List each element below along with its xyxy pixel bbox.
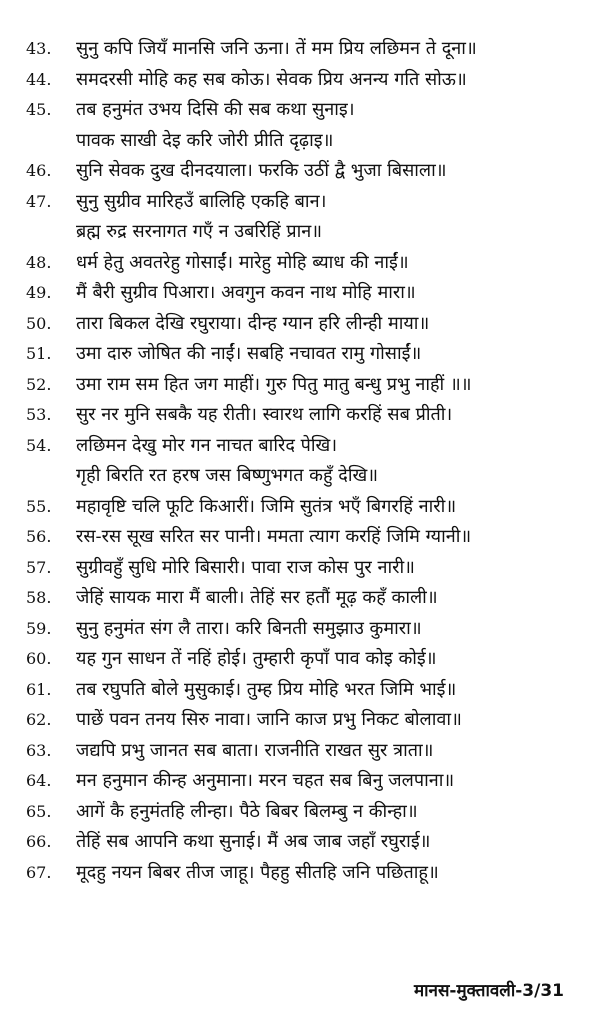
verse-number: 55.: [26, 496, 52, 516]
verse-text: लछिमन देखु मोर गन नाचत बारिद पेखि।: [76, 434, 338, 456]
verse-line: [0, 34, 600, 65]
verse-line: [0, 492, 600, 523]
verse-text: पावक साखी देइ करि जोरी प्रीति दृढ़ाइ॥: [76, 129, 334, 151]
verse-text: उमा राम सम हित जग माहीं। गुरु पितु मातु बन्धु प्रभु नाहीं ॥॥: [76, 373, 472, 395]
verse-number: 67.: [26, 862, 52, 882]
verse-text: सुनि सेवक दुख दीनदयाला। फरकि उठीं द्वै भुजा बिसाला॥: [76, 160, 447, 181]
verse-number: 49.: [26, 283, 52, 302]
verse-text: जद्यपि प्रभु जानत सब बाता। राजनीति राखत सुर त्राता॥: [76, 739, 434, 761]
verse-continuation-line: [0, 217, 600, 248]
verse-number: 56.: [26, 527, 52, 546]
verse-text: गृही बिरति रत हरष जस बिष्णुभगत कहुँ देखि॥: [76, 465, 379, 486]
verse-line: [0, 309, 600, 340]
verse-number: 46.: [26, 161, 52, 180]
verse-text: पाछें पवन तनय सिरु नावा। जानि काज प्रभु निकट बोलावा॥: [76, 709, 462, 730]
verse-text: आगें कै हनुमंतहि लीन्हा। पैठे बिबर बिलम्बु न कीन्हा॥: [76, 800, 418, 822]
verse-number: 58.: [26, 588, 52, 607]
verse-line: [0, 95, 600, 126]
verse-number: 53.: [26, 405, 52, 424]
verse-number: 62.: [26, 710, 52, 729]
verse-text: तब रघुपति बोले मुसुकाई। तुम्ह प्रिय मोहि भरत जिमि भाई॥: [76, 678, 457, 700]
verse-text: यह गुन साधन तें नहिं होई। तुम्हारी कृपाँ पाव कोइ कोई॥: [76, 648, 437, 669]
verse-continuation-line: [0, 126, 600, 157]
verse-number: 66.: [26, 832, 52, 851]
page-footer: मानस-मुक्तावली-3/31: [413, 981, 564, 1001]
verse-text: सुग्रीवहुँ सुधि मोरि बिसारी। पावा राज कोस पुर नारी॥: [76, 556, 415, 578]
verse-number: 65.: [26, 801, 52, 821]
verse-text: सुनु हनुमंत संग लै तारा। करि बिनती समुझाउ कुमारा॥: [76, 617, 422, 639]
verse-line: [0, 400, 600, 431]
verse-line: [0, 766, 600, 797]
verse-number: 64.: [26, 771, 52, 790]
verse-text: मैं बैरी सुग्रीव पिआरा। अवगुन कवन नाथ मोहि मारा॥: [76, 282, 416, 303]
verse-number: 63.: [26, 740, 52, 760]
verse-line: [0, 187, 600, 218]
verse-text: उमा दारु जोषित की नाईं। सबहि नचावत रामु गोसाईं॥: [76, 343, 422, 364]
verse-line: [0, 370, 600, 401]
verse-text: मूदहु नयन बिबर तीज जाहू। पैहहु सीतहि जनि पछिताहू॥: [76, 861, 439, 883]
verse-text: महावृष्टि चलि फूटि किआरीं। जिमि सुतंत्र भएँ बिगरहिं नारी॥: [76, 495, 457, 517]
verse-text: सुर नर मुनि सबकै यह रीती। स्वारथ लागि करहिं सब प्रीती।: [76, 404, 453, 425]
verse-line: [0, 827, 600, 858]
verse-line: [0, 248, 600, 279]
verse-text: सुनु कपि जियँ मानसि जनि ऊना। तें मम प्रिय लछिमन ते दूना॥: [76, 38, 477, 59]
verse-text: जेहिं सायक मारा मैं बाली। तेहिं सर हतौं मूढ़ कहँ काली॥: [76, 587, 438, 608]
verse-text: मन हनुमान कीन्ह अनुमाना। मरन चहत सब बिनु जलपाना॥: [76, 770, 455, 791]
verse-number: 48.: [26, 252, 52, 272]
verse-line: [0, 431, 600, 462]
verse-line: [0, 705, 600, 736]
verse-number: 57.: [26, 557, 52, 577]
verse-number: 50.: [26, 313, 52, 333]
verse-line: [0, 583, 600, 614]
verse-line: [0, 553, 600, 584]
verse-text: रस-रस सूख सरित सर पानी। ममता त्याग करहिं जिमि ग्यानी॥: [76, 526, 472, 547]
verse-list: [0, 34, 600, 888]
verse-line: [0, 156, 600, 187]
verse-number: 51.: [26, 344, 52, 363]
verse-number: 52.: [26, 374, 52, 394]
verse-number: 47.: [26, 191, 52, 211]
verse-number: 61.: [26, 679, 52, 699]
verse-number: 60.: [26, 649, 52, 668]
verse-text: तारा बिकल देखि रघुराया। दीन्ह ग्यान हरि लीन्ही माया॥: [76, 312, 430, 334]
verse-number: 54.: [26, 435, 52, 455]
verse-text: धर्म हेतु अवतरेहु गोसाईं। मारेहु मोहि ब्याध की नाईं॥: [76, 251, 409, 273]
verse-line: [0, 278, 600, 309]
verse-line: [0, 644, 600, 675]
verse-line: [0, 339, 600, 370]
verse-line: [0, 522, 600, 553]
verse-line: [0, 614, 600, 645]
verse-line: [0, 65, 600, 96]
verse-line: [0, 675, 600, 706]
verse-number: 44.: [26, 69, 52, 89]
verse-number: 59.: [26, 618, 52, 638]
verse-text: समदरसी मोहि कह सब कोऊ। सेवक प्रिय अनन्य गति सोऊ॥: [76, 68, 467, 90]
verse-text: ब्रह्म रुद्र सरनागत गएँ न उबरिहिं प्रान॥: [76, 221, 323, 242]
verse-continuation-line: [0, 461, 600, 492]
verse-text: सुनु सुग्रीव मारिहउँ बालिहि एकहि बान।: [76, 190, 327, 212]
verse-text: तब हनुमंत उभय दिसि की सब कथा सुनाइ।: [76, 99, 355, 120]
verse-line: [0, 858, 600, 889]
verse-number: 43.: [26, 39, 52, 58]
verse-line: [0, 736, 600, 767]
verse-line: [0, 797, 600, 828]
verse-text: तेहिं सब आपनि कथा सुनाई। मैं अब जाब जहाँ रघुराई॥: [76, 831, 431, 852]
verse-number: 45.: [26, 100, 52, 119]
